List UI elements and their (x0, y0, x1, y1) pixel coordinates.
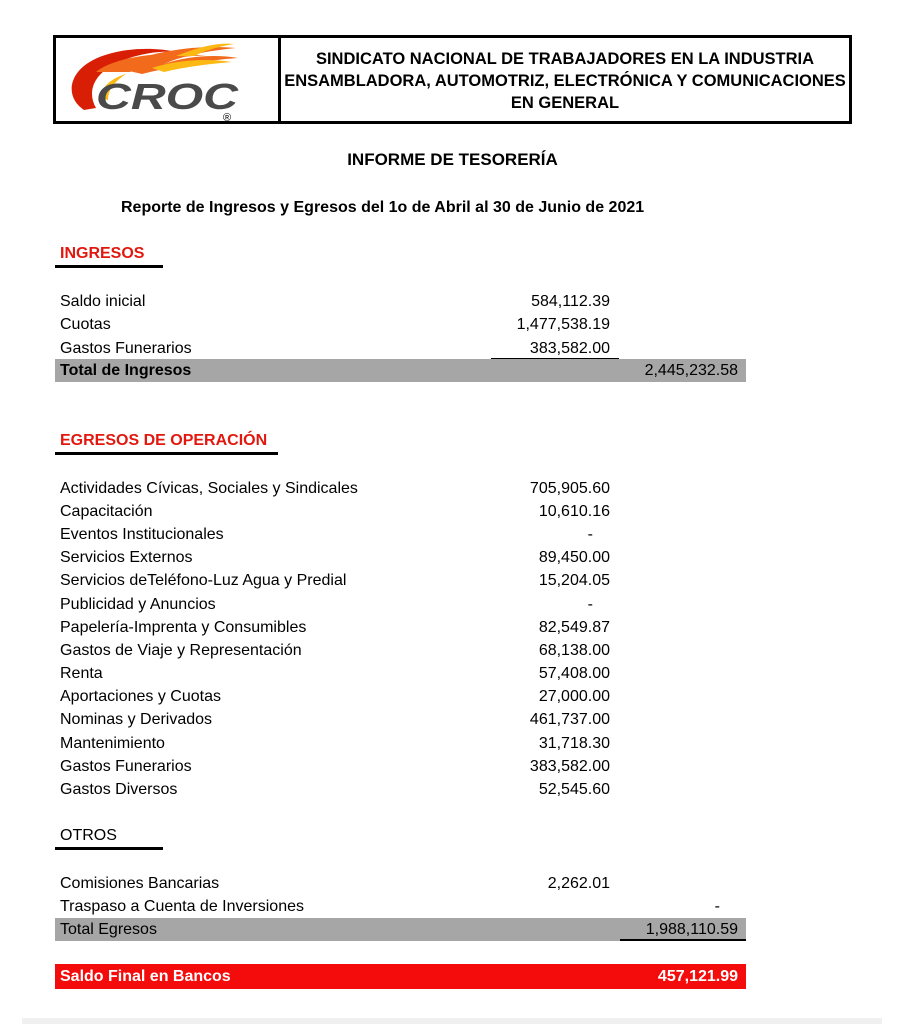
otros-row-label: Comisiones Bancarias (60, 875, 220, 892)
egresos-row-value: - (587, 596, 593, 613)
egresos-row-value: 705,905.60 (529, 480, 610, 497)
egresos-heading: EGRESOS DE OPERACIÓN (60, 432, 268, 449)
otros-underline (55, 847, 163, 850)
egresos-row-label: Publicidad y Anuncios (60, 596, 216, 613)
org-line-3: EN GENERAL (510, 93, 620, 112)
croc-logo (56, 38, 272, 121)
ingresos-row-label: Cuotas (60, 316, 111, 333)
header-box (53, 35, 852, 124)
total-ingresos-value: 2,445,232.58 (644, 362, 738, 379)
total-egresos-value: 1,988,110.59 (645, 921, 738, 938)
egresos-row-label: Aportaciones y Cuotas (60, 688, 221, 705)
otros-row-value: - (714, 898, 720, 915)
logo-cell (56, 38, 281, 121)
total-ingresos-label: Total de Ingresos (60, 362, 192, 379)
egresos-row-value: 31,718.30 (538, 735, 610, 752)
org-line-1: SINDICATO NACIONAL DE TRABAJADORES EN LA INDUSTRIA (315, 49, 815, 68)
organization-name (281, 38, 849, 121)
ingresos-row-label: Gastos Funerarios (60, 340, 192, 357)
egresos-row-value: 89,450.00 (538, 549, 610, 566)
total-egresos-label: Total Egresos (60, 921, 157, 938)
ingresos-row-value: 1,477,538.19 (516, 316, 610, 333)
egresos-row-value: 82,549.87 (538, 619, 610, 636)
saldo-final-bar (55, 964, 746, 989)
egresos-row-label: Eventos Institucionales (60, 526, 224, 543)
otros-row-value: 2,262.01 (547, 875, 610, 892)
egresos-row-value: 383,582.00 (529, 758, 610, 775)
egresos-row-value: 10,610.16 (538, 503, 610, 520)
ingresos-row-value: 383,582.00 (529, 340, 610, 357)
egresos-row-label: Gastos Funerarios (60, 758, 192, 775)
egresos-row-value: 15,204.05 (538, 572, 610, 589)
ingresos-underline (55, 265, 163, 268)
ingresos-row-value: 584,112.39 (531, 293, 610, 310)
page-bottom-edge (22, 1018, 882, 1024)
total-ingresos-bar (55, 359, 746, 382)
saldo-final-value: 457,121.99 (657, 968, 738, 985)
egresos-row-value: 27,000.00 (538, 688, 610, 705)
ingresos-heading: INGRESOS (60, 245, 145, 262)
egresos-row-label: Servicios deTeléfono-Luz Agua y Predial (60, 572, 347, 589)
saldo-final-label: Saldo Final en Bancos (60, 968, 231, 985)
egresos-row-value: 68,138.00 (538, 642, 610, 659)
egresos-row-label: Gastos de Viaje y Representación (60, 642, 302, 659)
report-subtitle: Reporte de Ingresos y Egresos del 1o de Abril al 30 de Junio de 2021 (121, 199, 645, 216)
report-title: INFORME DE TESORERÍA (347, 150, 558, 169)
egresos-row-value: 57,408.00 (538, 665, 610, 682)
logo-text: CROC (96, 76, 240, 117)
egresos-underline (55, 452, 278, 455)
ingresos-row-label: Saldo inicial (60, 293, 146, 310)
egresos-row-label: Mantenimiento (60, 735, 165, 752)
egresos-row-value: 461,737.00 (529, 711, 610, 728)
otros-heading: OTROS (60, 827, 117, 844)
registered-mark: ® (223, 112, 232, 121)
egresos-row-label: Actividades Cívicas, Sociales y Sindicales (60, 480, 358, 497)
egresos-row-label: Gastos Diversos (60, 781, 178, 798)
egresos-row-value: 52,545.60 (538, 781, 610, 798)
egresos-row-value: - (587, 526, 593, 543)
org-line-2: ENSAMBLADORA, AUTOMOTRIZ, ELECTRÓNICA Y COMUNICACIONES (284, 71, 846, 90)
egresos-row-label: Servicios Externos (60, 549, 193, 566)
total-egresos-bar (55, 918, 746, 941)
total-egresos-rule (620, 939, 746, 941)
egresos-row-label: Renta (60, 665, 103, 682)
egresos-row-label: Capacitación (60, 503, 153, 520)
egresos-row-label: Papelería-Imprenta y Consumibles (60, 619, 307, 636)
otros-row-label: Traspaso a Cuenta de Inversiones (60, 898, 304, 915)
egresos-row-label: Nominas y Derivados (60, 711, 213, 728)
